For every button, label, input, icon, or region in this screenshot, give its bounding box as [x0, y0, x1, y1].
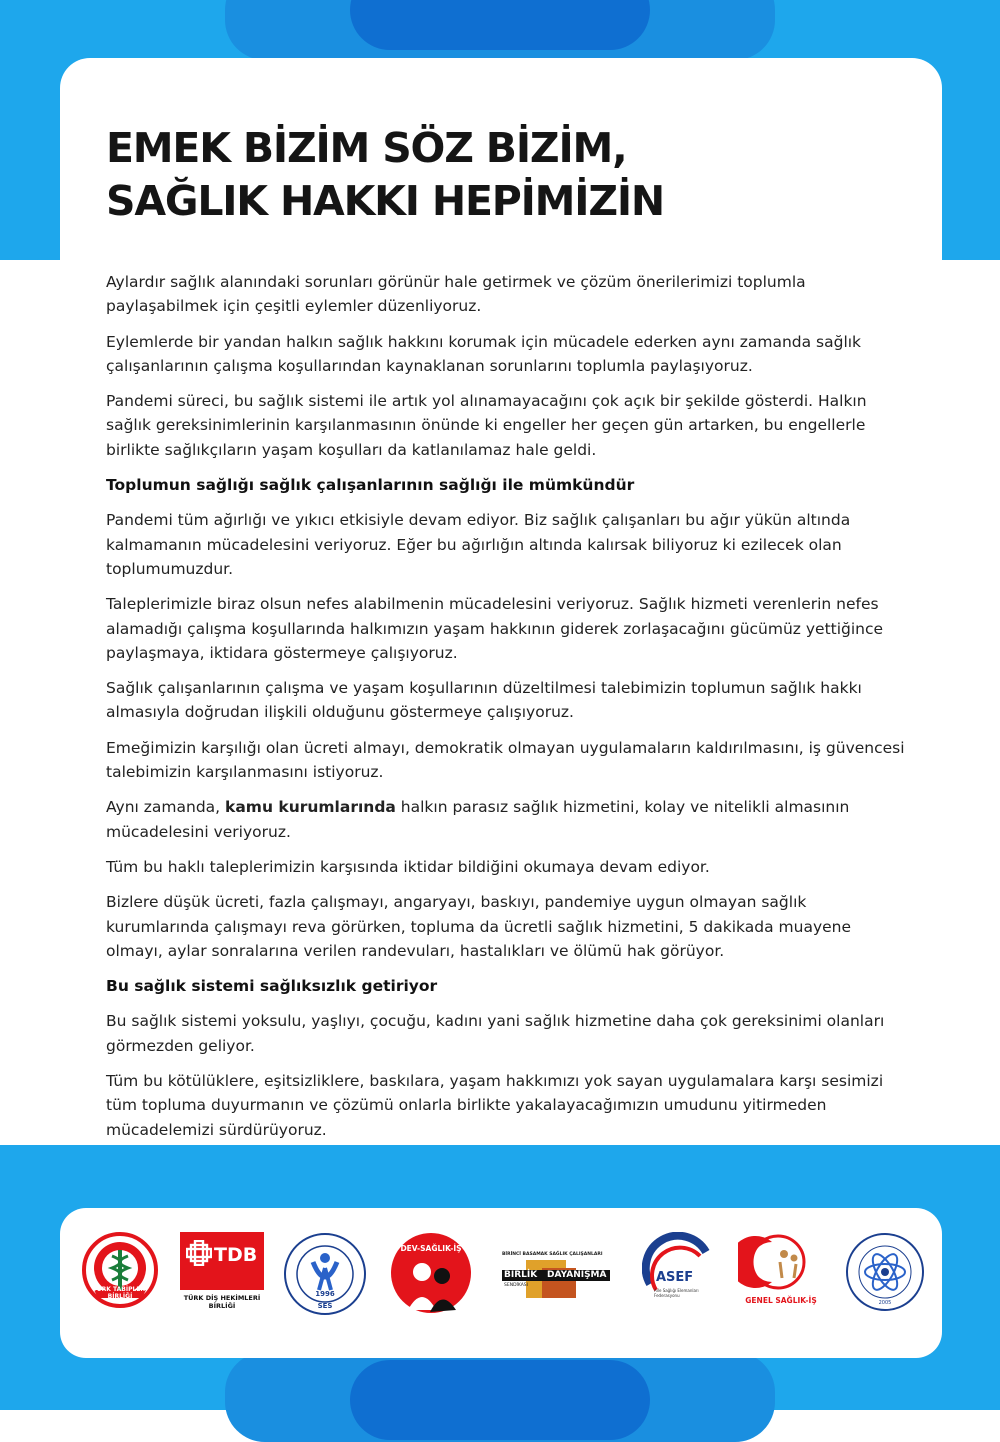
tdb-logo: [180, 1232, 264, 1314]
right-white-strip: [942, 260, 1000, 1145]
paragraph: Tüm bu kötülüklere, eşitsizliklere, baskılara, yaşam hakkımızı yok sayan uygulamalara karşı sesimizi tüm topluma duyurmanın ve çözümü onlarla birlikte yakalayacağımızın umudunu yitirmeden mücadelemizi sürdürüyoruz.: [106, 1072, 884, 1139]
paragraph: Pandemi süreci, bu sağlık sistemi ile artık yol alınamayacağını çok açık bir şekilde gösterdi. Halkın sağlık gereksinimlerinin karşılanmasının önünde ki engeller her geçen gün artarken, bu engellerle birlikte sağlıkçıların yaşam koşulları da katlanılamaz hale geldi.: [106, 392, 867, 459]
bold-emphasis: kamu kurumlarında: [225, 798, 396, 817]
left-blue-corner: [0, 200, 60, 260]
genel-saglik-emblem-icon: [738, 1232, 824, 1294]
birlik-dayanisma-logo: [502, 1252, 612, 1304]
section-heading: Bu sağlık sistemi sağlıksızlık getiriyor: [106, 977, 438, 996]
right-blue-corner-bottom: [942, 1145, 1000, 1205]
title-line-1: EMEK BİZİM SÖZ BİZİM,: [106, 124, 627, 172]
paragraph: Bu sağlık sistemi yoksulu, yaşlıyı, çocuğu, kadını yani sağlık hizmetine daha çok gereksinimi olanları görmezden geliyor.: [106, 1012, 885, 1055]
paragraph: Pandemi tüm ağırlığı ve yıkıcı etkisiyle devam ediyor. Biz sağlık çalışanları bu ağır yükün altında kalmamanın mücadelesini veriyoruz. Eğer bu ağırlığın altında kalırsak biliyoruz ki ezilecek olan toplumumuzdur.: [106, 511, 851, 578]
dev-saglik-is-logo: [390, 1232, 472, 1314]
paragraph-text: halkın parasız sağlık hizmetini, kolay ve nitelikli almasının mücadelesini veriyoruz.: [106, 798, 850, 841]
dev-saglik-caption: DEV-SAĞLIK-İŞ: [400, 1244, 462, 1253]
title-line-2: SAĞLIK HAKKI HEPİMİZİN: [106, 177, 665, 225]
genel-saglik-caption: GENEL SAĞLIK-İŞ: [745, 1296, 817, 1305]
ttb-logo: [82, 1232, 158, 1308]
left-blue-corner-bottom: [0, 1145, 60, 1205]
bottom-decor-pill: [350, 1360, 650, 1440]
left-white-strip: [0, 260, 60, 1145]
birlik-top-text: BİRİNCİ BASAMAK SAĞLIK ÇALIŞANLARI: [502, 1252, 603, 1257]
ses-logo: [283, 1232, 367, 1316]
tdb-knot-icon: [186, 1240, 212, 1266]
paragraph: Sağlık çalışanlarının çalışma ve yaşam koşullarının düzeltilmesi talebimizin toplumun sağlık hakkı almasıyla doğrudan ilişkili olduğunu göstermeye çalışıyoruz.: [106, 679, 862, 722]
genel-saglik-is-logo: [738, 1232, 824, 1316]
birlik-bottom-text: SENDİKASI: [504, 1283, 528, 1288]
paragraph: [106, 795, 906, 844]
tmt-logo: [845, 1232, 925, 1312]
birlik-name-a: BİRLİK: [504, 1270, 538, 1280]
tdb-caption: TÜRK DİŞ HEKİMLERİ BİRLİĞİ: [183, 1294, 261, 1310]
paragraph-text: Aynı zamanda,: [106, 798, 226, 817]
ses-year: 1996: [315, 1290, 335, 1298]
section-heading: Toplumun sağlığı sağlık çalışanlarının sağlığı ile mümkündür: [106, 476, 635, 495]
asef-name: ASEF: [656, 1270, 694, 1285]
asef-logo: [642, 1232, 714, 1312]
ttb-caption: TÜRK TABİPLERİ BİRLİĞİ: [92, 1286, 148, 1300]
tdb-mark: TDB: [214, 1244, 258, 1266]
tmt-year: 2005: [878, 1300, 892, 1306]
article-body: [106, 270, 906, 1153]
paragraph: Aylardır sağlık alanındaki sorunları görünür hale getirmek ve çözüm önerilerimizi toplumla paylaşabilmek için çeşitli eylemler düzenliyoruz.: [106, 273, 806, 316]
paragraph: Tüm bu haklı taleplerimizin karşısında iktidar bildiğini okumaya devam ediyor.: [106, 857, 710, 876]
paragraph: Taleplerimizle biraz olsun nefes alabilmenin mücadelesini veriyoruz. Sağlık hizmeti verenlerin nefes alamadığı çalışma koşullarında halkımızın yaşam hakkının giderek zorlaşacağını gücümüz yettiğince paylaşmaya, iktidara göstermeye çalışıyoruz.: [106, 595, 884, 662]
paragraph: Eylemlerde bir yandan halkın sağlık hakkını korumak için mücadele ederken aynı zamanda sağlık çalışanlarının çalışma koşullarından kaynaklanan sorunlarını toplumla paylaşıyoruz.: [106, 332, 862, 375]
page-title: [106, 122, 664, 228]
asef-subtitle: Aile Sağlığı Elemanları Federasyonu: [654, 1288, 699, 1298]
paragraph: Bizlere düşük ücreti, fazla çalışmayı, angaryayı, baskıyı, pandemiye uygun olmayan sağlık kurumlarında çalışmayı reva görürken, topluma da ücretli sağlık hizmetini, 5 dakikada muayene olmayı, aylar sonralarına verilen randevuları, hastalıkları ve ölümü hak görüyor.: [106, 893, 852, 960]
top-decor-pill: [350, 0, 650, 50]
right-blue-corner: [942, 200, 1000, 260]
paragraph: Emeğimizin karşılığı olan ücreti almayı, demokratik olmayan uygulamaların kaldırılmasını, iş güvencesi talebimizin karşılanmasını istiyoruz.: [106, 738, 905, 782]
birlik-name-b: DAYANIŞMA: [547, 1270, 607, 1280]
ses-short: SES: [317, 1302, 333, 1310]
